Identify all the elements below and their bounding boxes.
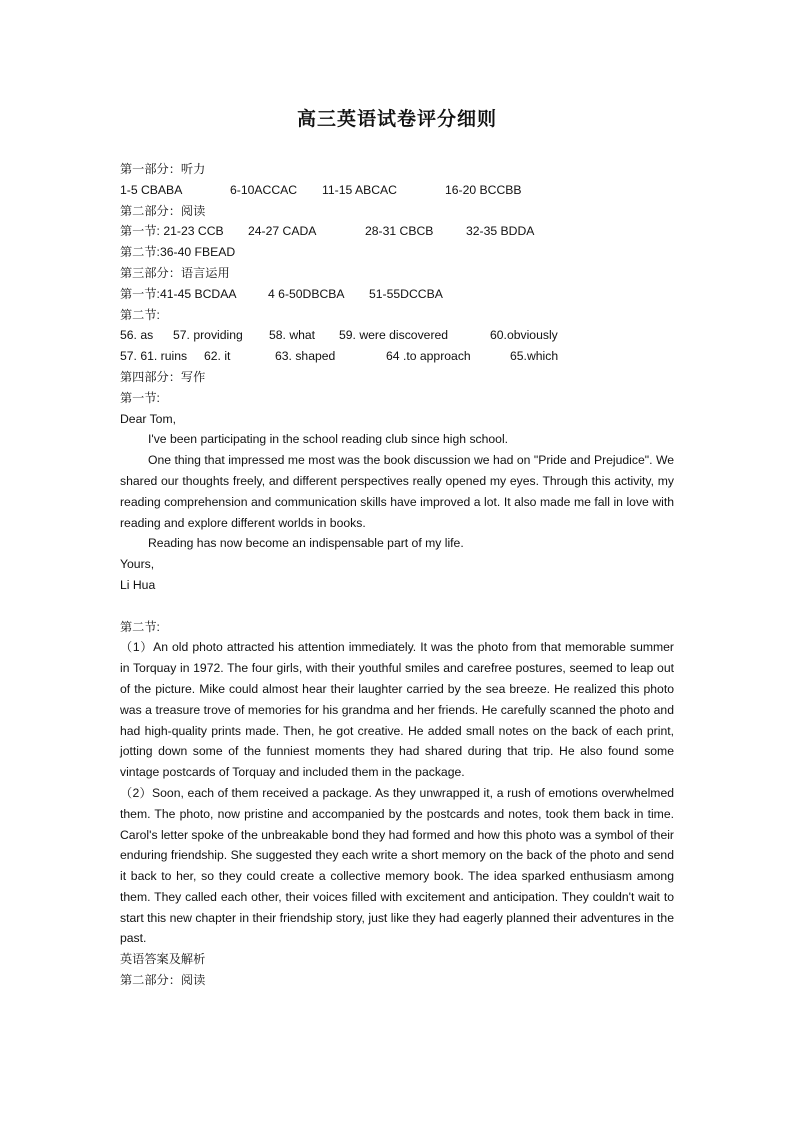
part2-sec2-answers: 第二节:36-40 FBEAD (120, 245, 236, 260)
answer-item: 62. it (204, 349, 231, 364)
blank-line (120, 596, 674, 617)
answer-group: 24-27 CADA (248, 224, 317, 239)
answer-group: 4 6-50DBCBA (268, 286, 345, 301)
part2-sec1-answers-row (120, 221, 674, 242)
answer-item: 57. 61. ruins (120, 349, 188, 364)
letter-signature: Li Hua (120, 577, 156, 592)
answers-analysis-heading: 英语答案及解析 (120, 952, 206, 967)
part3-heading: 第三部分：语言运用 (120, 265, 230, 280)
answer-item: 56. as (120, 328, 154, 343)
part4-sec1-heading: 第一节: (120, 390, 160, 405)
part1-heading: 第一部分：听力 (120, 162, 206, 176)
part3-sec2-heading: 第二节: (120, 307, 160, 322)
answer-group: 第一节: 21-23 CCB (120, 224, 224, 239)
answer-item: 65.which (510, 349, 559, 364)
answer-item: 63. shaped (275, 349, 336, 364)
letter-greeting: Dear Tom, (120, 411, 176, 426)
answer-group: 28-31 CBCB (365, 224, 434, 239)
answer-group: 第一节:41-45 BCDAA (120, 286, 237, 301)
letter-closing: Yours, (120, 557, 155, 572)
answer-item: 59. were discovered (339, 328, 449, 343)
part4-heading: 第四部分：写作 (120, 369, 206, 384)
story-paragraph-1: （1）An old photo attracted his attention immediately. It was the photo from that memorable summer in Torquay in 1972. The four girls, with their youthful smiles and carefree postures, seemed to leap out of the picture. Mike could almost hear their laughter carried by the sea breeze. He realized this photo was a treasure trove of memories for his grandma and her friends. He carefully scanned the photo and had high-quality prints made. Then, he got creative. He added small notes on the back of each print, jotting down some of the funniest moments they had shared during that trip. He also found some vintage postcards of Torquay and included them in the package. (120, 640, 674, 780)
answer-group: 6-10ACCAC (230, 182, 298, 197)
letter-paragraph-3: Reading has now become an indispensable part of my life. (148, 536, 464, 551)
part2-heading: 第二部分：阅读 (120, 203, 206, 218)
part3-sec2-row2 (120, 346, 674, 367)
answer-group: 32-35 BDDA (466, 224, 535, 239)
part4-sec2-heading: 第二节: (120, 619, 160, 634)
part3-sec1-answers-row (120, 284, 674, 305)
letter-paragraph-1: I've been participating in the school reading club since high school. (148, 432, 509, 447)
document-body (120, 159, 674, 991)
answer-group: 16-20 BCCBB (445, 182, 522, 197)
page-title: 高三英语试卷评分细则 (296, 108, 497, 130)
answer-group: 11-15 ABCAC (322, 182, 397, 197)
answer-item: 60.obviously (490, 328, 558, 343)
letter-paragraph-2: One thing that impressed me most was the book discussion we had on "Pride and Prejudice". We shared our thoughts freely, and different perspectives really opened my eyes. Through this activity, my reading comprehension and communication skills have improved a lot. It also made me fall in love with reading and explore different worlds in books. (120, 453, 674, 530)
answer-item: 58. what (269, 328, 316, 343)
part3-sec2-row1 (120, 325, 674, 346)
answer-item: 64 .to approach (386, 349, 471, 364)
answer-group: 1-5 CBABA (120, 182, 183, 197)
answer-item: 57. providing (173, 328, 243, 343)
part1-answers-row (120, 180, 674, 201)
part2-reading-heading: 第二部分：阅读 (120, 973, 206, 988)
answer-group: 51-55DCCBA (369, 286, 443, 301)
story-paragraph-2: （2）Soon, each of them received a package. As they unwrapped it, a rush of emotions overwhelmed them. The photo, now pristine and accompanied by the postcards and notes, took them back in time. Carol's letter spoke of the unbreakable bond they had formed and how this photo was a symbol of their enduring friendship. She suggested they each write a short memory on the back of the photo and send it back to her, so they could create a collective memory book. The idea sparked enthusiasm among them. They called each other, their voices filled with excitement and anticipation. They couldn't wait to start this new chapter in their friendship story, just like they had eagerly planned their adventures in the past. (120, 785, 674, 946)
